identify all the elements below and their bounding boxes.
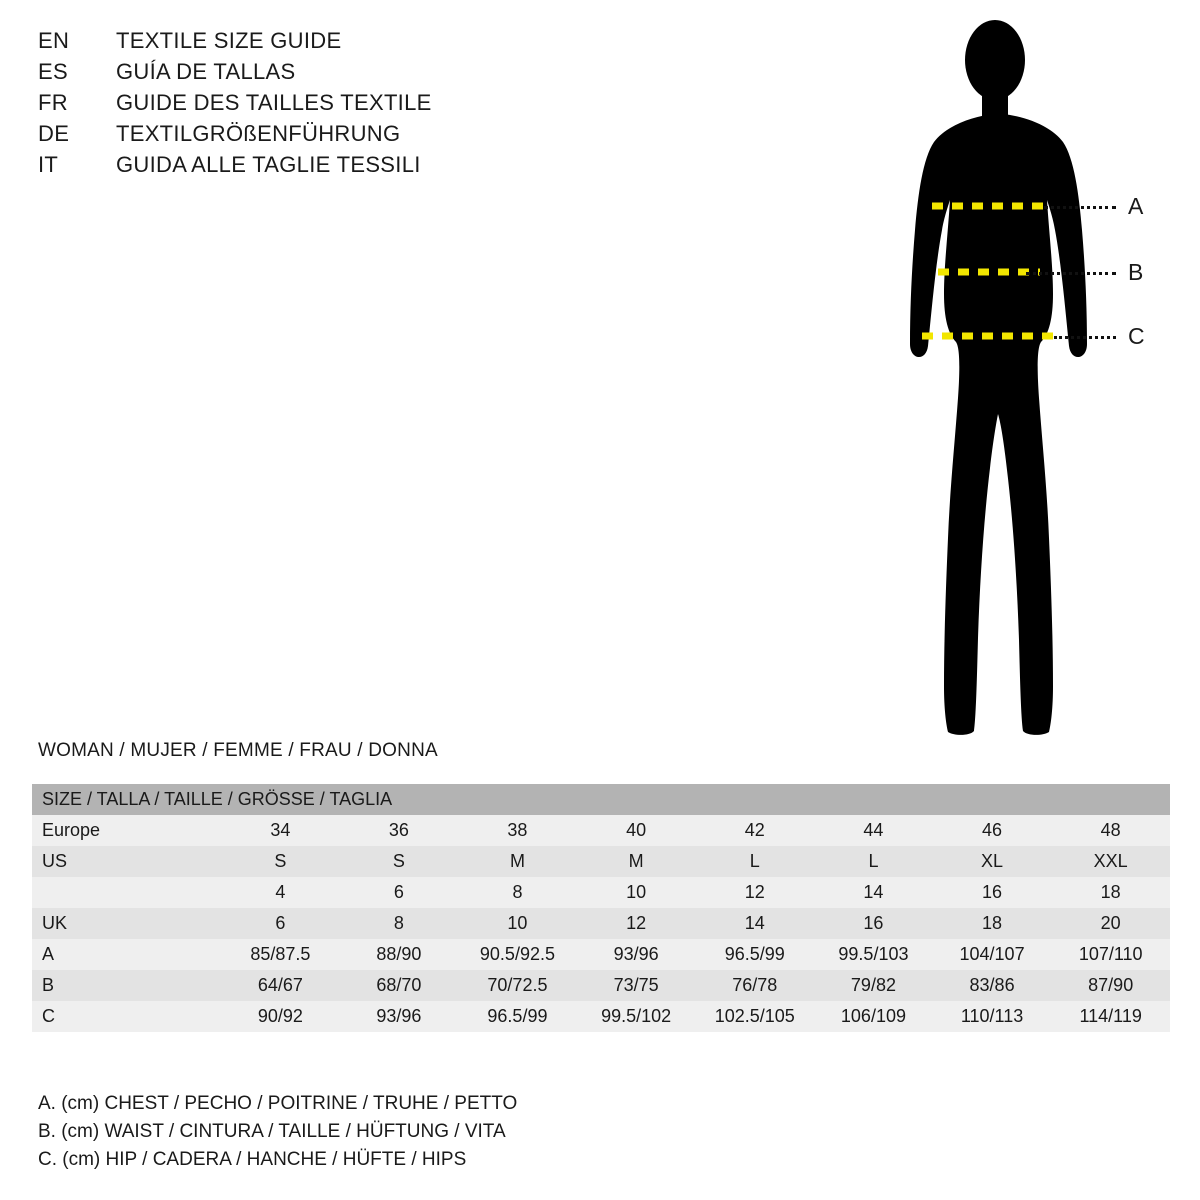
row-label-us-numeric <box>32 877 221 908</box>
table-header-cell: SIZE / TALLA / TAILLE / GRÖSSE / TAGLIA <box>32 784 1170 815</box>
title-row-en <box>38 28 638 59</box>
row-label-us: US <box>42 851 68 871</box>
table-row <box>32 939 1170 970</box>
cell-us-6: XL <box>981 851 1004 871</box>
title-row-fr <box>38 90 638 121</box>
row-label-uk: UK <box>42 913 68 933</box>
cell-c-0: 90/92 <box>257 1006 303 1026</box>
cell-europe-3: 40 <box>626 820 647 840</box>
title-row-es <box>38 59 638 90</box>
cell-c-2: 96.5/99 <box>487 1006 548 1026</box>
cell-b-6: 83/86 <box>969 975 1015 995</box>
title-lang-fr: FR <box>38 90 68 115</box>
cell-c-4: 102.5/105 <box>714 1006 795 1026</box>
leader-line-a <box>1044 206 1116 209</box>
table-row <box>32 908 1170 939</box>
measure-label-b: B <box>1128 259 1144 285</box>
cell-uk-7: 20 <box>1100 913 1121 933</box>
table-header-row <box>32 784 1170 815</box>
cell-uk-3: 12 <box>626 913 647 933</box>
cell-b-7: 87/90 <box>1088 975 1134 995</box>
cell-us-3: M <box>628 851 644 871</box>
cell-usnum-2: 8 <box>512 882 523 902</box>
measurement-lines-svg <box>860 18 1190 738</box>
cell-europe-5: 44 <box>863 820 884 840</box>
cell-b-3: 73/75 <box>613 975 659 995</box>
legend-line-b: B. (cm) WAIST / CINTURA / TAILLE / HÜFTUNG / VITA <box>38 1121 506 1142</box>
cell-europe-4: 42 <box>744 820 765 840</box>
measure-label-c: C <box>1128 323 1145 349</box>
title-lang-es: ES <box>38 59 68 84</box>
cell-us-4: L <box>749 851 760 871</box>
cell-b-1: 68/70 <box>376 975 422 995</box>
cell-a-2: 90.5/92.5 <box>479 944 555 964</box>
leader-line-b <box>1026 272 1116 275</box>
row-label-europe: Europe <box>42 820 101 840</box>
cell-us-0: S <box>274 851 287 871</box>
table-row <box>32 877 1170 908</box>
cell-europe-6: 46 <box>982 820 1003 840</box>
section-heading-woman: WOMAN / MUJER / FEMME / FRAU / DONNA <box>38 740 438 761</box>
cell-b-2: 70/72.5 <box>487 975 548 995</box>
row-label-c: C <box>42 1006 55 1026</box>
cell-c-7: 114/119 <box>1079 1006 1142 1026</box>
cell-usnum-5: 14 <box>863 882 884 902</box>
cell-uk-4: 14 <box>744 913 765 933</box>
table-row <box>32 815 1170 846</box>
cell-a-6: 104/107 <box>959 944 1025 964</box>
cell-us-1: S <box>392 851 405 871</box>
cell-usnum-3: 10 <box>626 882 647 902</box>
title-lang-de: DE <box>38 121 70 146</box>
table-row <box>32 1001 1170 1032</box>
female-silhouette-figure <box>860 18 1190 738</box>
cell-us-7: XXL <box>1093 851 1128 871</box>
cell-uk-6: 18 <box>982 913 1003 933</box>
title-lang-en: EN <box>38 28 70 53</box>
title-text-es: GUÍA DE TALLAS <box>116 59 296 84</box>
cell-usnum-4: 12 <box>744 882 765 902</box>
cell-usnum-0: 4 <box>275 882 286 902</box>
cell-c-1: 93/96 <box>376 1006 422 1026</box>
cell-b-0: 64/67 <box>257 975 303 995</box>
cell-europe-2: 38 <box>507 820 528 840</box>
cell-a-5: 99.5/103 <box>838 944 909 964</box>
cell-uk-1: 8 <box>393 913 404 933</box>
cell-b-4: 76/78 <box>732 975 778 995</box>
cell-usnum-7: 18 <box>1100 882 1121 902</box>
cell-us-5: L <box>868 851 879 871</box>
title-row-de <box>38 121 638 152</box>
row-label-b: B <box>42 975 55 995</box>
cell-a-4: 96.5/99 <box>724 944 785 964</box>
cell-europe-7: 48 <box>1100 820 1121 840</box>
cell-usnum-6: 16 <box>982 882 1003 902</box>
cell-a-7: 107/110 <box>1078 944 1143 964</box>
legend-line-a: A. (cm) CHEST / PECHO / POITRINE / TRUHE / PETTO <box>38 1093 518 1114</box>
size-table <box>32 784 1170 1032</box>
title-text-fr: GUIDE DES TAILLES TEXTILE <box>116 90 432 115</box>
title-text-de: TEXTILGRÖßENFÜHRUNG <box>116 121 401 146</box>
cell-c-3: 99.5/102 <box>601 1006 672 1026</box>
cell-uk-0: 6 <box>275 913 286 933</box>
cell-c-6: 110/113 <box>960 1006 1024 1026</box>
legend-line-c: C. (cm) HIP / CADERA / HANCHE / HÜFTE / HIPS <box>38 1149 467 1170</box>
cell-uk-2: 10 <box>507 913 528 933</box>
cell-a-1: 88/90 <box>376 944 422 964</box>
cell-uk-5: 16 <box>863 913 884 933</box>
title-text-it: GUIDA ALLE TAGLIE TESSILI <box>116 152 421 177</box>
title-block <box>38 28 638 183</box>
title-lang-it: IT <box>38 152 59 177</box>
title-row-it <box>38 152 638 183</box>
table-row <box>32 970 1170 1001</box>
leader-line-c <box>1054 336 1116 339</box>
cell-c-5: 106/109 <box>840 1006 906 1026</box>
cell-europe-1: 36 <box>388 820 409 840</box>
legend <box>38 1090 738 1174</box>
cell-europe-0: 34 <box>270 820 291 840</box>
cell-usnum-1: 6 <box>393 882 404 902</box>
row-label-a: A <box>42 944 55 964</box>
cell-us-2: M <box>509 851 525 871</box>
title-text-en: TEXTILE SIZE GUIDE <box>116 28 342 53</box>
table-row <box>32 846 1170 877</box>
cell-b-5: 79/82 <box>850 975 896 995</box>
cell-a-0: 85/87.5 <box>250 944 311 964</box>
measure-label-a: A <box>1128 193 1144 219</box>
cell-a-3: 93/96 <box>613 944 659 964</box>
